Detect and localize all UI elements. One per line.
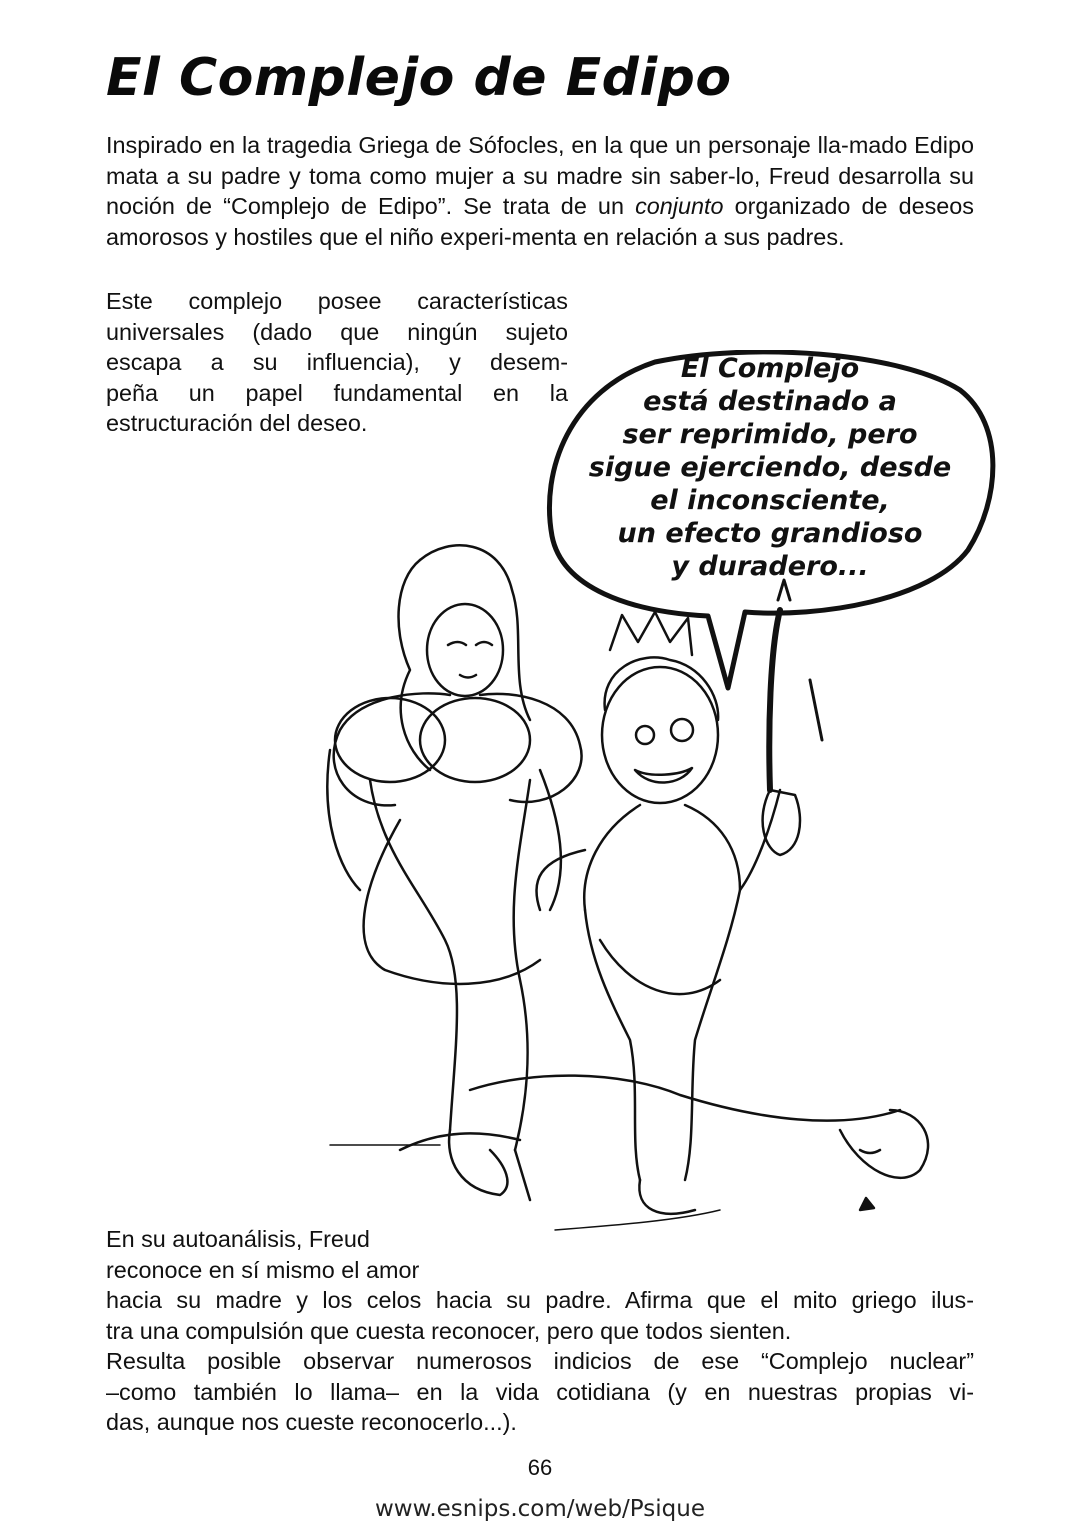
paragraph-line: En su autoanálisis, Freud bbox=[106, 1226, 370, 1252]
paragraph-self-analysis bbox=[106, 1224, 974, 1438]
page-title: El Complejo de Edipo bbox=[106, 48, 732, 108]
mother-figure bbox=[327, 545, 581, 1200]
bubble-line: el inconsciente, bbox=[650, 485, 890, 516]
father-figure bbox=[330, 1076, 928, 1230]
paragraph-line: Resulta posible observar numerosos indicios de ese “Complejo nuclear” bbox=[106, 1348, 974, 1374]
bubble-line: está destinado a bbox=[643, 386, 897, 417]
paragraph-line: Este complejo posee características bbox=[106, 288, 568, 314]
bubble-line: sigue ejerciendo, desde bbox=[588, 452, 952, 483]
speech-bubble-text bbox=[560, 352, 980, 583]
paragraph-line: –como también lo llama– en la vida cotidiana (y en nuestras propias vi- bbox=[106, 1378, 974, 1405]
paragraph-line: tra una compulsión que cuesta reconocer, pero que todos sienten. bbox=[106, 1317, 792, 1344]
paragraph-line: das, aunque nos cueste reconocerlo...). bbox=[106, 1409, 517, 1435]
intro-italic-word: conjunto bbox=[635, 193, 724, 219]
paragraph-line: reconoce en sí mismo el amor bbox=[106, 1256, 420, 1283]
intro-paragraph bbox=[106, 130, 974, 252]
page-number: 66 bbox=[527, 1455, 553, 1480]
bubble-line: y duradero... bbox=[671, 551, 869, 582]
footer-url: www.esnips.com/web/Psique bbox=[375, 1496, 705, 1522]
intro-text-start: Inspirado en la tragedia Griega de Sófocles, en la que un personaje lla-mado Edipo mata a su padre y toma como mujer a su madre sin saber-lo, Freud desarrolla su noción de “Complejo de Edipo”. Se trata de un bbox=[106, 132, 974, 219]
paragraph-line: estructuración del deseo. bbox=[106, 410, 368, 436]
bubble-line: El Complejo bbox=[680, 353, 860, 384]
paragraph-line: universales (dado que ningún sujeto bbox=[106, 318, 568, 345]
intro-text-end: organizado de deseos amorosos y hostiles que el niño experi-menta en relación a sus padres. bbox=[106, 193, 974, 250]
paragraph-line: escapa a su influencia), y desem- bbox=[106, 349, 568, 375]
paragraph-line: peña un papel fundamental en la bbox=[106, 379, 568, 406]
bubble-line: ser reprimido, pero bbox=[622, 419, 918, 450]
bubble-line: un efecto grandioso bbox=[617, 518, 923, 549]
paragraph-line: hacia su madre y los celos hacia su padre. Afirma que el mito griego ilus- bbox=[106, 1287, 974, 1313]
